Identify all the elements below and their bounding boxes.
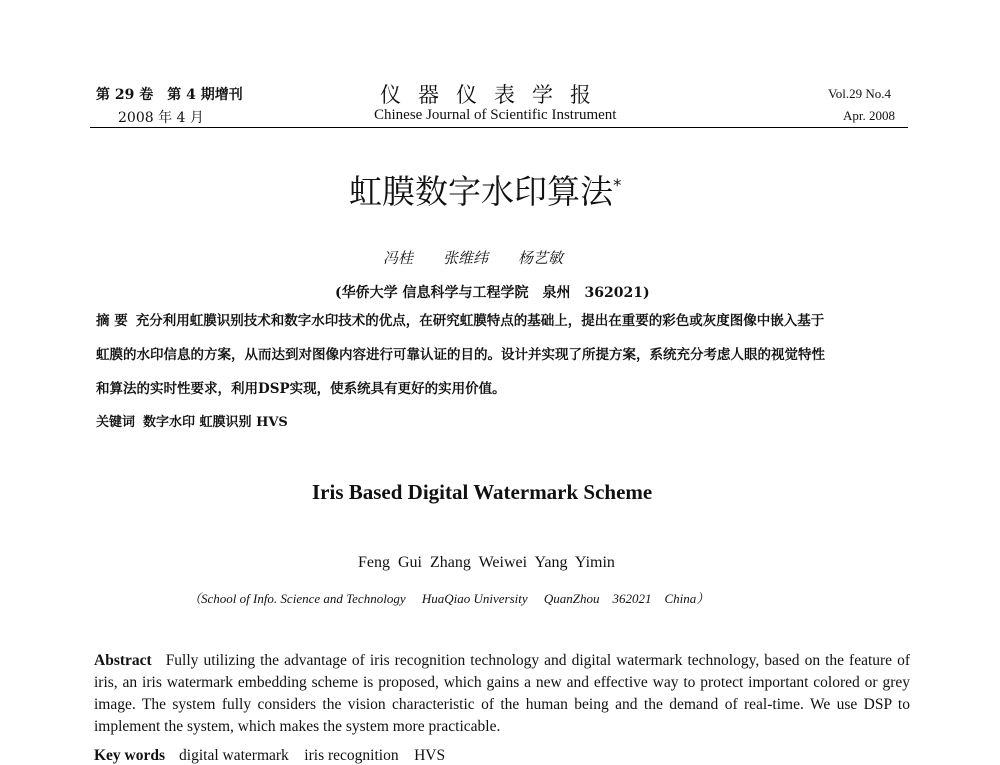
journal-title-en: Chinese Journal of Scientific Instrument — [374, 107, 617, 123]
header-volume-issue-cn: 第 29 卷 第 4 期增刊 — [96, 87, 243, 103]
abstract-en-label: Abstract — [94, 652, 152, 669]
abstract-en-text: Fully utilizing the advantage of iris recognition technology and digital watermark technology, based on the feature of iris, an iris watermark embedding scheme is proposed, which gains a new and effective way to protect important colored or grey image. The system fully considers the vision characteristic of the human being and the demand of real-time. We use DSP to implement the system, which makes the system more practicable. — [94, 652, 910, 735]
keywords-cn-text: 数字水印 虹膜识别 HVS — [143, 415, 288, 430]
abstract-cn-label: 摘 要 — [96, 313, 128, 329]
header-date-cn: 2008 年 4 月 — [118, 110, 204, 126]
keywords-en-text: digital watermark iris recognition HVS — [179, 747, 446, 764]
abstract-cn-line-2: 虹膜的水印信息的方案，从而达到对图像内容进行可靠认证的目的。设计并实现了所提方案，系统充分考虑人眼的视觉特性 — [96, 347, 825, 363]
keywords-en — [94, 743, 445, 765]
keywords-cn — [96, 411, 288, 430]
abstract-cn-line-3: 和算法的实时性要求，利用DSP实现，使系统具有更好的实用价值。 — [96, 381, 506, 397]
authors-cn: 冯桂 张维纬 杨艺敏 — [383, 249, 564, 267]
journal-title-cn: 仪器仪表学报 — [380, 83, 608, 107]
header-volume-en: Vol.29 No.4 — [828, 86, 891, 101]
paper-title-cn-text: 虹膜数字水印算法 — [349, 172, 613, 211]
paper-title-en: Iris Based Digital Watermark Scheme — [312, 480, 653, 504]
title-footnote-mark: * — [613, 176, 622, 196]
authors-en: Feng Gui Zhang Weiwei Yang Yimin — [358, 554, 615, 571]
keywords-cn-label: 关键词 — [96, 415, 136, 430]
abstract-en — [94, 650, 910, 738]
affiliation-en: （School of Info. Science and Technology HuaQiao University QuanZhou 362021 China） — [188, 591, 710, 606]
affiliation-cn: (华侨大学 信息科学与工程学院 泉州 362021) — [335, 285, 650, 301]
keywords-en-label: Key words — [94, 747, 166, 764]
header-date-en: Apr. 2008 — [843, 108, 895, 123]
header-rule — [90, 127, 908, 128]
abstract-cn-line-1 — [96, 304, 911, 338]
abstract-cn-text: 充分利用虹膜识别技术和数字水印技术的优点，在研究虹膜特点的基础上，提出在重要的彩色或灰度图像中嵌入基于 — [135, 313, 825, 329]
paper-title-cn — [349, 166, 622, 213]
